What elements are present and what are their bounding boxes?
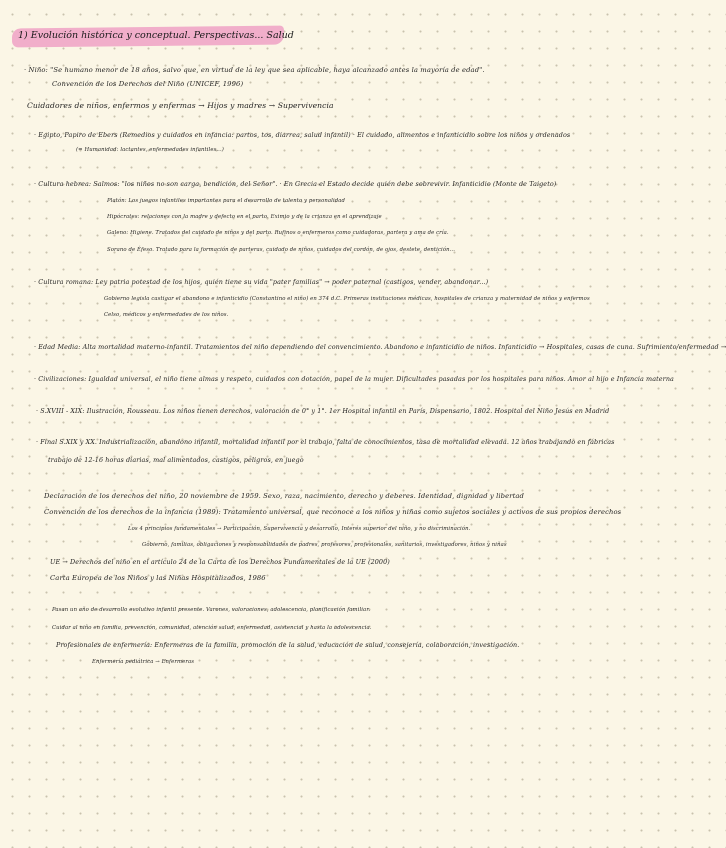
note-line: Cuidadores de niños, enfermos y enfermas → Hijos y madres → Supervivencia xyxy=(27,101,334,110)
note-line: Convención de los Derechos del Niño (UNICEF, 1996) xyxy=(52,80,244,88)
note-line: Convención de los derechos de la infancia (1989): Tratamiento universal, que reconoce a los niños y niñas como sujetos sociales y activos de sus propios derechos xyxy=(44,508,622,516)
note-line: Celso, médicos y enfermedades de los niños. xyxy=(104,312,229,318)
note-line: Sorano de Éfeso. Tratado para la formación de parteras, cuidado de niños, cuidados del cordón, de ojos, destete, dentición... xyxy=(107,247,455,253)
note-line: Hipócrates: relaciones con la madre y defecto en el parto. Eximio y de la crianza en el aprendizaje xyxy=(107,214,382,220)
note-line: · S.XVIII - XIX: Ilustración, Rousseau. Los niños tienen derechos, valoración de 0° y 1°. 1er Hospital infantil en París, Dispensario, 1802. Hospital del Niño Jesús en Madrid xyxy=(36,407,610,415)
note-line: Enfermería pediátrica → Enfermeras xyxy=(92,659,195,665)
note-line: Cuidar al niño en familia, prevención, comunidad, atención salud, enfermedad, asistencial y hasta la adolescencia. xyxy=(52,625,372,631)
note-line: Platón: Los juegos infantiles importantes para el desarrollo de talento y personalidad xyxy=(107,198,345,204)
note-line: trabajo de 12-16 horas diarias, mal alimentados, castigos, peligros, en juego xyxy=(48,456,304,464)
note-line: Los 4 principios fundamentales → Participación, Supervivencia y desarrollo, Interés superior del niño, y no discriminación. xyxy=(128,526,471,532)
note-line: Galeno: Higiene. Tratados del cuidado de niños y del parto. Rufinos o enfermeros como cuidadoras, partera y ama de cría. xyxy=(107,230,449,236)
note-line: Profesionales de enfermería: Enfermeras de la familia, promoción de la salud, educación de salud, consejería, colaboración, investigación. xyxy=(56,641,520,649)
note-line: Pasan un año de desarrollo evolutivo infantil presente. Varones, valoraciones, adolescencia, planificación familiar. xyxy=(52,607,371,613)
note-line: · Cultura hebrea: Salmos: "los niños no son carga, bendición, del Señor". · En Grecia el Estado decide quién debe sobrevivir. Infanticidio (Monte de Taigeto) xyxy=(34,180,557,188)
note-line: · Niño: "Se humano menor de 18 años, salvo que, en virtud de la ley que sea aplicable, haya alcanzado antes la mayoría de edad". xyxy=(24,66,485,74)
note-line: · Edad Media: Alta mortalidad materno-infantil. Tratamientos del niño dependiendo del convencimiento. Abandono e infanticidio de niños. Infanticidio → Hospitales, casas de cuna. Sufrimiento/enfermedad → xyxy=(34,343,726,351)
note-line: Carta Europea de los Niños y las Niñas Hospitalizados, 1986 xyxy=(50,574,266,582)
note-line: · Egipto, Papiro de Ebers (Remedios y cuidados en infancia: partos, tos, diarrea, salud infantil) · El cuidado, alimentos e infanticidio sobre los niños y ordenados xyxy=(34,131,571,139)
page-title: 1) Evolución histórica y conceptual. Perspectivas... Salud xyxy=(18,30,294,41)
note-line: UE → Derechos del niño en el artículo 24 de la Carta de los Derechos Fundamentales de la UE (2000) xyxy=(50,558,390,566)
note-line: · Cultura romana: Ley patria potestad de los hijos, quién tiene su vida "pater familias" → poder paternal (castigos, vender, abandonar...) xyxy=(34,278,489,286)
note-line: · Civilizaciones: Igualdad universal, el niño tiene almas y respeto, cuidados con dotación, papel de la mujer. Dificultades pasadas por los hospitales para niños. Amor al hijo e Infancia materna xyxy=(34,375,674,383)
note-line: Gobierno legisla castigar el abandono e infanticidio (Constantino el niño) en 374 d.C. Primeras instituciones médicas, hospitales de crianza y maternidad de niños y enfermos xyxy=(104,296,590,302)
note-line: · Final S.XIX y XX. Industrialización, abandono infantil, mortalidad infantil por el trabajo, falta de conocimientos, tasa de mortalidad elevada. 12 años trabajando en fábricas xyxy=(36,438,615,446)
note-line: Gobierno, familias, obligaciones y responsabilidades de padres, profesores, profesionales, sanitarios, investigadores, niños y niñas xyxy=(142,542,507,548)
note-line: Declaración de los derechos del niño, 20 noviembre de 1959. Sexo, raza, nacimiento, derecho y deberes. Identidad, dignidad y libertad xyxy=(44,492,525,500)
note-line: (= Humanidad: lactantes, enfermedades infantiles...) xyxy=(76,147,224,153)
